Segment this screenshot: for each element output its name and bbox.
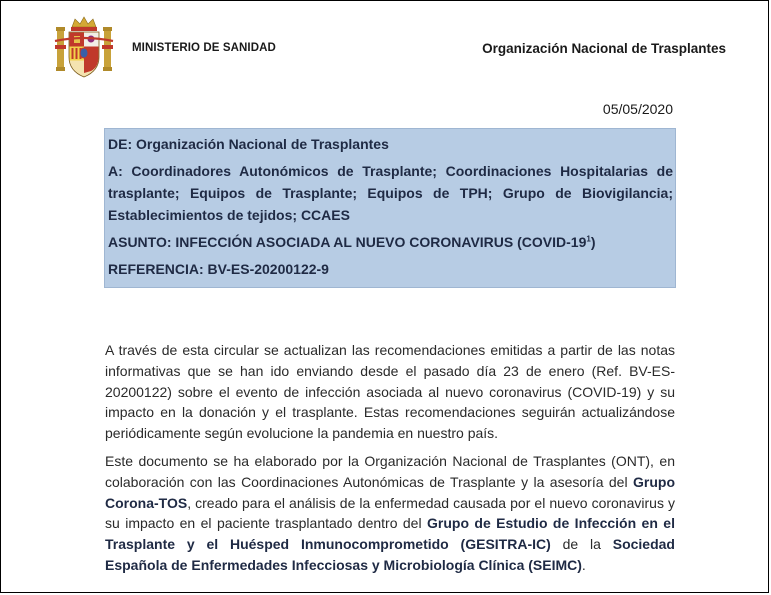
ministry-name: MINISTERIO DE SANIDAD (132, 42, 276, 54)
footnote-marker: 1 (586, 234, 591, 244)
memo-subject (108, 231, 673, 253)
collaboration-paragraph (105, 451, 675, 576)
memo-subject-text: ASUNTO: INFECCIÓN ASOCIADA AL NUEVO CORONAVIRUS (COVID-19 (108, 234, 587, 250)
memo-subject-end: ) (590, 234, 596, 250)
spain-coat-of-arms-icon (53, 15, 115, 81)
p2-text-a: Este documento se ha elaborado por la Organización Nacional de Trasplantes (ONT), en colaboración con las Coordinaciones Autonómicas de Trasplante y la asesoría del (105, 453, 675, 490)
organization-header: Organización Nacional de Trasplantes (482, 41, 726, 56)
memo-to: A: Coordinadores Autonómicos de Trasplante; Coordinaciones Hospitalarias de trasplante; Equipos de Trasplante; Equipos de TPH; Grupo de Biovigilancia; Establecimientos de tejidos; CCAES (108, 163, 673, 223)
gesitra-group: Grupo de Estudio de Infección en el Trasplante y el Huésped Inmunocomprometido (GESITRA-IC) (105, 515, 675, 553)
document-date: 05/05/2020 (602, 101, 673, 117)
memo-info-box (104, 128, 676, 288)
memo-reference: REFERENCIA: BV-ES-20200122-9 (108, 261, 329, 277)
intro-paragraph: A través de esta circular se actualizan las recomendaciones emitidas a partir de las notas informativas que se han ido enviando desde el pasado día 23 de enero (Ref. BV-ES-20200122) sobre el evento de infección asociada al nuevo coronavirus (COVID-19) y su impacto en la donación y el trasplante. Estas recomendaciones seguirán actualizándose periódicamente según evolucione la pandemia en nuestro país. (105, 342, 675, 442)
seimc-society: Sociedad Española de Enfermedades Infecciosas y Microbiología Clínica (SEIMC) (105, 536, 675, 573)
p2-text-c: , creado para el análisis de la enfermedad causada por el nuevo coronavirus y su impacto en el paciente trasplantado dentro del (105, 494, 675, 532)
p2-text-e: de la (550, 536, 613, 553)
memo-from: DE: Organización Nacional de Trasplantes (108, 136, 389, 152)
group-corona-tos: Grupo Corona-TOS (105, 473, 675, 511)
p2-text-g: . (581, 556, 586, 573)
